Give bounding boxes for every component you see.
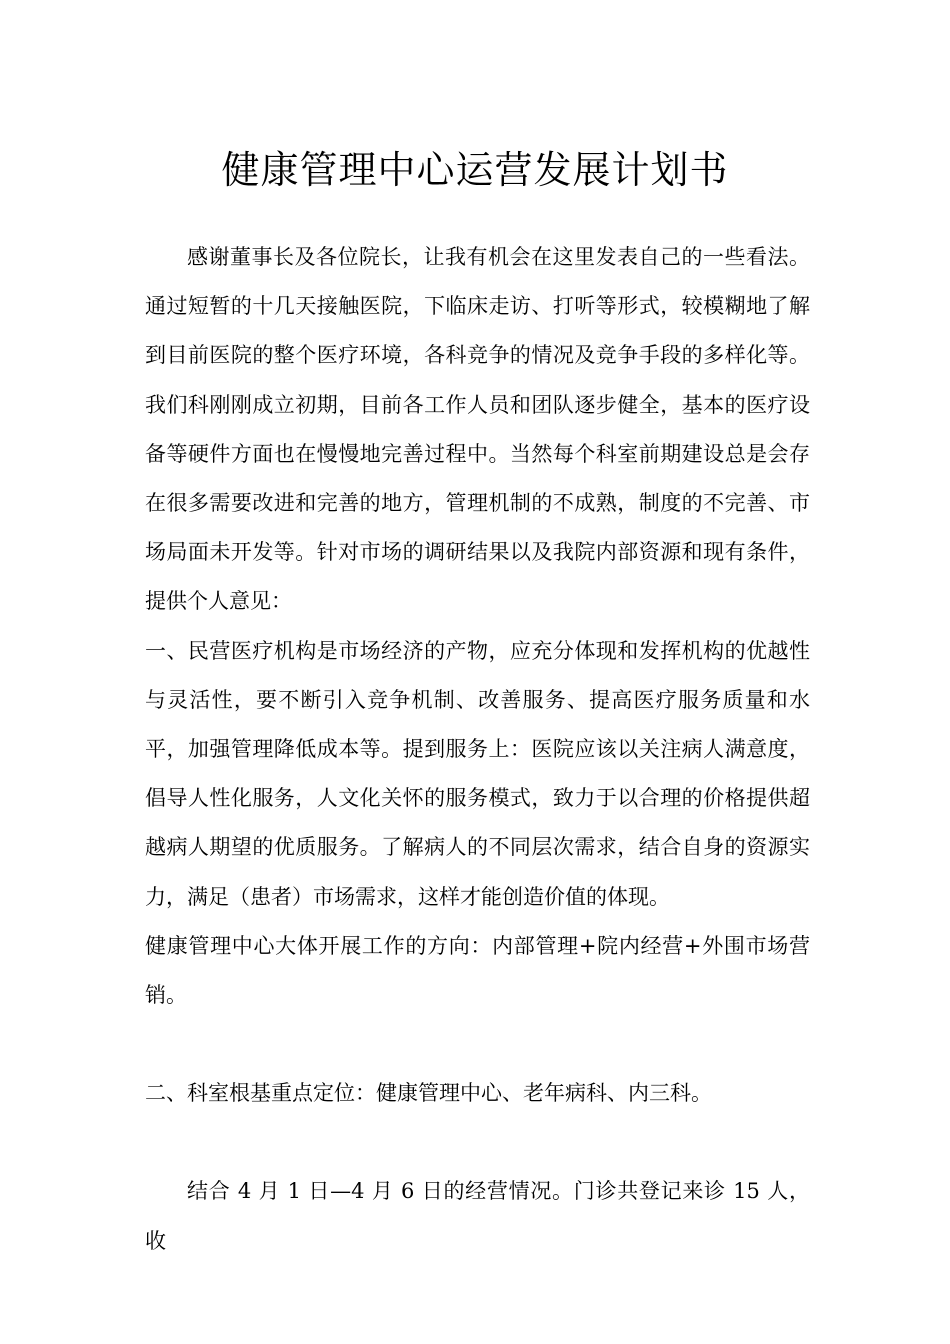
- paragraph-work-direction: 健康管理中心大体开展工作的方向：内部管理+院内经营+外围市场营销。: [145, 933, 810, 1008]
- document-title: 健康管理中心运营发展计划书: [221, 148, 729, 192]
- paragraph-point-one: 一、民营医疗机构是市场经济的产物，应充分体现和发挥机构的优越性与灵活性，要不断引入竞争机制、改善服务、提高医疗服务质量和水平，加强管理降低成本等。提到服务上：医院应该以关注病人满意度，倡导人性化服务，人文化关怀的服务模式，致力于以合理的价格提供超越病人期望的优质服务。了解病人的不同层次需求，结合自身的资源实力，满足（患者）市场需求，这样才能创造价值的体现。: [145, 638, 810, 909]
- paragraph-point-two: 二、科室根基重点定位：健康管理中心、老年病科、内三科。: [145, 1081, 712, 1106]
- paragraph-intro: 感谢董事长及各位院长，让我有机会在这里发表自己的一些看法。通过短暂的十几天接触医院，下临床走访、打听等形式，较模糊地了解到目前医院的整个医疗环境，各科竞争的情况及竞争手段的多样化等。 我们科刚刚成立初期，目前各工作人员和团队逐步健全，基本的医疗设备等硬件方面也在慢慢地完善过程中。当然每个科室前期建设总是会存在很多需要改进和完善的地方，管理机制的不成熟，制度的不完善、市场局面未开发等。针对市场的调研结果以及我院内部资源和现有条件，提供个人意见：: [145, 245, 810, 614]
- document-body: [145, 233, 810, 1266]
- paragraph-operations: 结合 4 月 1 日—4 月 6 日的经营情况。门诊共登记来诊 15 人，收: [145, 1179, 810, 1253]
